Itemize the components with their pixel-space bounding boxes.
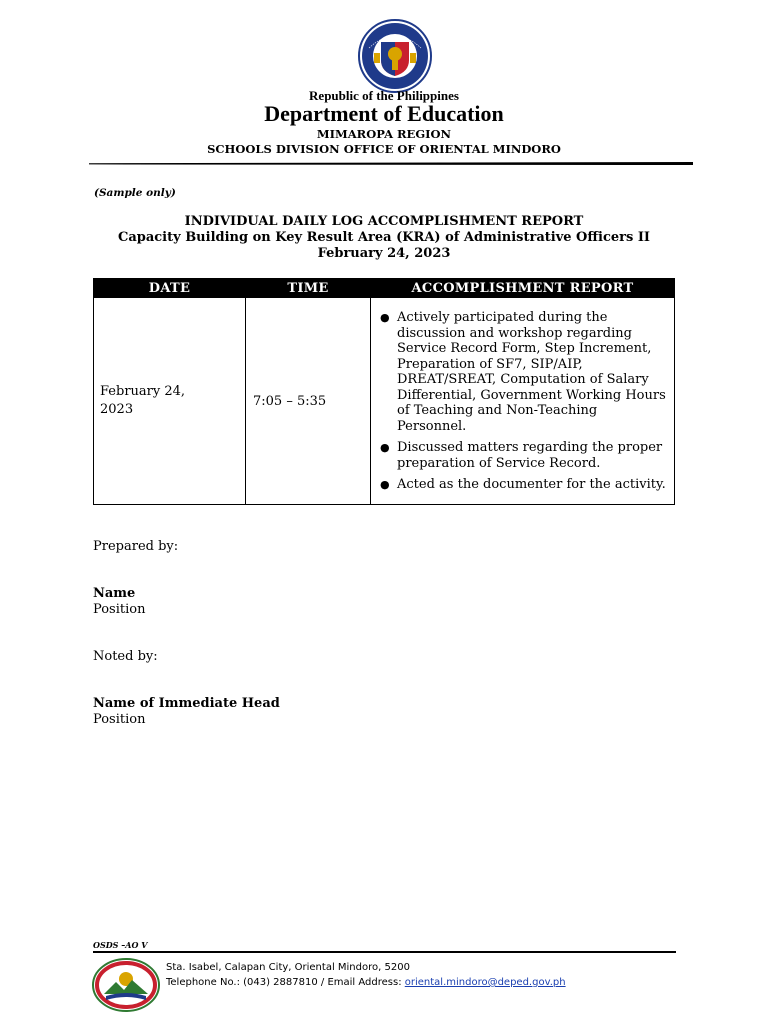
prepared-by-label: Prepared by: [93, 539, 179, 554]
bullet-icon: ● [380, 478, 390, 492]
footer-contact [166, 977, 566, 988]
list-item-text: Discussed matters regarding the proper preparation of Service Record. [397, 440, 663, 471]
division-office-logo [92, 958, 160, 1012]
header-divider [89, 162, 693, 166]
telephone-text: Telephone No.: (043) 2887810 / Email Address: [166, 977, 405, 988]
head-position: Position [93, 712, 146, 727]
sample-note: (Sample only) [94, 187, 176, 199]
document-code: OSDS –AO V [93, 940, 148, 950]
preparer-name: Name [93, 586, 136, 601]
accomplishment-list [379, 310, 668, 493]
accomplishment-table [93, 278, 675, 505]
list-item [379, 477, 668, 493]
header-accomplishment: ACCOMPLISHMENT REPORT [371, 279, 675, 298]
footer-address: Sta. Isabel, Calapan City, Oriental Mindoro, 5200 [166, 962, 410, 973]
noted-by-label: Noted by: [93, 649, 158, 664]
preparer-position: Position [93, 602, 146, 617]
cell-accomplishment [371, 298, 675, 505]
cell-time: 7:05 – 5:35 [246, 298, 371, 505]
republic-line: Republic of the Philippines [309, 88, 459, 103]
report-title: INDIVIDUAL DAILY LOG ACCOMPLISHMENT REPORT [184, 214, 584, 229]
date-line-2: 2023 [100, 402, 134, 417]
bullet-icon: ● [380, 441, 390, 455]
list-item-text: Acted as the documenter for the activity. [397, 477, 666, 493]
list-item [379, 440, 668, 471]
report-date: February 24, 2023 [317, 246, 451, 261]
list-item [379, 310, 668, 434]
deped-seal-logo [357, 18, 433, 94]
bullet-icon: ● [380, 311, 390, 325]
list-item-text: Actively participated during the discussion and workshop regarding Service Record Form, Step Increment, Preparation of SF7, SIP/AIP, DREAT/SREAT, Computation of Salary Differential, Government Working Hours of Teaching and Non-Teaching Personnel. [397, 310, 666, 434]
header-date: DATE [94, 279, 246, 298]
region-line: MIMAROPA REGION [316, 127, 452, 141]
department-title: Department of Education [264, 101, 504, 126]
header-time: TIME [246, 279, 371, 298]
table-header-row [94, 279, 675, 298]
table-row [94, 298, 675, 505]
email-link[interactable]: oriental.mindoro@deped.gov.ph [404, 977, 566, 988]
division-line: SCHOOLS DIVISION OFFICE OF ORIENTAL MINDORO [207, 142, 561, 156]
head-name: Name of Immediate Head [93, 696, 280, 711]
date-line-1: February 24, [100, 384, 186, 399]
footer-divider [93, 951, 676, 953]
cell-date [94, 298, 246, 505]
report-subtitle: Capacity Building on Key Result Area (KRA) of Administrative Officers II [117, 230, 651, 245]
